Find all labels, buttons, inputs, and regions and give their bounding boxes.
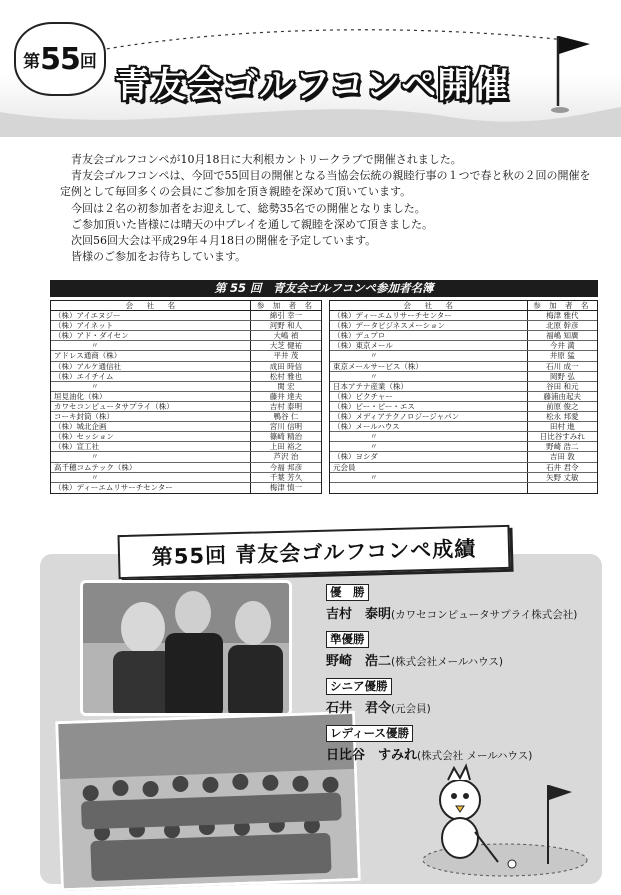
intro-line: 皆様のご参加をお待ちしています。: [71, 250, 247, 264]
roster-company: （株）デュプロ: [330, 331, 528, 340]
roster-row: [330, 412, 597, 422]
roster-participant: 大芝 健祐: [269, 341, 303, 351]
edition-badge: [14, 22, 106, 96]
roster-row: [330, 382, 597, 392]
roster-row: [51, 311, 321, 321]
award-label: 優 勝: [326, 584, 369, 601]
badge-suffix: 回: [79, 51, 97, 72]
roster-company: （株）ピクチャー: [330, 392, 528, 401]
winner-name: [326, 650, 588, 669]
roster-participant: 梅津 慎一: [269, 482, 303, 492]
roster-company: 〃: [330, 473, 528, 482]
roster-participant: 今井 満: [549, 341, 575, 351]
mascot-golfer-icon: [420, 760, 590, 878]
roster-row: [51, 321, 321, 331]
badge-prefix: 第: [23, 51, 41, 72]
roster-company: 〃: [330, 372, 528, 381]
roster-participant: 吉村 泰明: [269, 401, 303, 411]
col-company-header: 会 社 名: [330, 301, 528, 310]
roster-row: [51, 402, 321, 412]
roster-participant: 河野 和人: [269, 321, 303, 331]
winner-name: [326, 603, 588, 622]
roster-row: [51, 351, 321, 361]
winners-photo-illustration: [83, 583, 292, 716]
roster-company: （株）ヨシダ: [330, 452, 528, 461]
roster-row: [51, 473, 321, 483]
roster-company: 東京メールサービス（株）: [330, 362, 528, 371]
col-name-header: 参 加 者 名: [533, 301, 592, 310]
roster-company: （株）セッション: [51, 432, 251, 441]
roster-company: 〃: [51, 452, 251, 461]
roster-company: 日本アテナ産業（株）: [330, 382, 528, 391]
winner-name: [326, 697, 588, 716]
roster-participant: 福嶋 知廣: [546, 331, 579, 341]
roster-participant: 井原 猛: [549, 351, 575, 361]
roster-participant: 田村 進: [549, 422, 575, 432]
roster-table-left: [50, 300, 322, 494]
roster-company: 垣見油化（株）: [51, 392, 251, 401]
winner-entry: [326, 584, 588, 622]
roster-row: [330, 362, 597, 372]
roster-row: [51, 463, 321, 473]
roster-company: （株）メディアテクノロジージャパン: [330, 412, 528, 421]
roster-participant: 石川 成一: [546, 361, 579, 371]
col-company-header: 会 社 名: [51, 301, 251, 310]
roster-row: [51, 382, 321, 392]
intro-line: 今回は２名の初参加者をお迎えして、総勢35名での開催となりました。: [71, 201, 426, 215]
roster-company: 〃: [330, 442, 528, 451]
award-label: 準優勝: [326, 631, 369, 648]
roster-participant: 上田 裕之: [269, 442, 303, 452]
roster-row: [330, 432, 597, 442]
intro-line: 次回56回大会は平成29年４月18日の開催を予定しています。: [71, 234, 377, 248]
roster-row: [330, 372, 597, 382]
roster-participant: 今福 邦彦: [269, 462, 303, 472]
roster-participant: 松村 雅也: [269, 371, 303, 381]
roster-company: 〃: [330, 351, 528, 360]
roster-company: コーキ封筒（株）: [51, 412, 251, 421]
roster-row: [330, 351, 597, 361]
roster-row: [51, 442, 321, 452]
roster-row: [51, 422, 321, 432]
roster-row: [330, 311, 597, 321]
roster-participant: 北原 幹彦: [546, 321, 579, 331]
roster-participant: 篠崎 精治: [269, 432, 303, 442]
roster-row: [51, 362, 321, 372]
winner-org: (株式会社メールハウス): [391, 656, 503, 668]
roster-row: [330, 442, 597, 452]
roster-row: [330, 341, 597, 351]
roster-row: [51, 432, 321, 442]
roster-row: [51, 412, 321, 422]
winners-photo: [80, 580, 292, 716]
roster-company: 元会員: [330, 463, 528, 472]
roster-company: 〃: [51, 473, 251, 482]
roster-row: [51, 372, 321, 382]
roster-participant: 鴨谷 仁: [273, 412, 299, 422]
roster-row: [51, 452, 321, 462]
group-photo: [55, 711, 361, 891]
roster-participant: 梅津 雅代: [546, 311, 579, 321]
roster-row: [51, 483, 321, 493]
badge-number: 55: [40, 41, 80, 77]
winner-entry: [326, 678, 588, 716]
roster-table-right: [329, 300, 598, 494]
roster-participant: 綿引 幸一: [269, 311, 303, 321]
winner-org: (株式会社 メールハウス): [417, 750, 533, 762]
winner-person: 野崎 浩二: [326, 654, 392, 669]
winner-entry: [326, 725, 588, 763]
roster-company: （株）東京メール: [330, 341, 528, 350]
roster-company: （株）アド・ダイセン: [51, 331, 251, 340]
roster-participant: 藤井 達夫: [269, 391, 303, 401]
roster-row: [51, 392, 321, 402]
roster-participant: 日比谷すみれ: [539, 432, 585, 442]
roster-company: （株）エイチイム: [51, 372, 251, 381]
roster-participant: 宮川 信明: [269, 422, 303, 432]
roster-participant: 石井 君令: [546, 462, 579, 472]
roster-company: 〃: [51, 341, 251, 350]
roster-row: [330, 402, 597, 412]
intro-text: [60, 152, 600, 265]
winner-entry: [326, 631, 588, 669]
roster-company: （株）メールハウス: [330, 422, 528, 431]
roster-row: [330, 422, 597, 432]
roster-company: （株）ディーエムリサーチセンター: [51, 483, 251, 493]
roster-company: （株）アイネット: [51, 321, 251, 330]
roster-participant: 成田 時信: [269, 361, 303, 371]
roster-company: （株）城北企画: [51, 422, 251, 431]
roster-company: 高千穂コムテック（株）: [51, 463, 251, 472]
roster-participant: 平井 茂: [273, 351, 299, 361]
winners-list: [326, 584, 588, 772]
award-label: シニア優勝: [326, 678, 392, 695]
roster-company: アドレス通商（株）: [51, 351, 251, 360]
roster-company: 〃: [51, 382, 251, 391]
roster-company: （株）データビジネスメーション: [330, 321, 528, 330]
golf-flag-icon: [548, 26, 596, 118]
roster-participant: [528, 483, 597, 493]
roster-company: （株）アイエヌジー: [51, 311, 251, 320]
winner-org: (元会員): [391, 703, 431, 715]
roster-row: [330, 331, 597, 341]
award-label: レディース優勝: [326, 725, 413, 742]
roster-participant: 大嶋 禎: [273, 331, 299, 341]
roster-company: （株）宣工社: [51, 442, 251, 451]
group-photo-illustration: [58, 714, 361, 891]
roster-title: 第 55 回 青友会ゴルフコンペ参加者名簿: [50, 280, 598, 297]
roster-participant: 関 宏: [277, 381, 295, 391]
roster-row: [330, 473, 597, 483]
roster-row: [330, 463, 597, 473]
roster-participant: 矢野 丈敏: [546, 472, 579, 482]
roster-company: （株）アルケ通信社: [51, 362, 251, 371]
roster-participant: 吉田 敦: [549, 452, 575, 462]
winner-person: 吉村 泰明: [326, 607, 392, 622]
winner-person: 日比谷 すみれ: [326, 748, 418, 763]
roster-company: （株）ディーエムリサーチセンター: [330, 311, 528, 320]
roster-header-row: [330, 301, 597, 311]
roster-company: カワセコンピュータサプライ（株）: [51, 402, 251, 411]
roster-participant: 松永 邦愛: [546, 412, 579, 422]
roster-company: [330, 483, 528, 493]
winner-org: (カワセコンピュータサプライ株式会社): [391, 609, 578, 621]
intro-line: 青友会ゴルフコンペは、今回で55回目の開催となる当協会伝統の親睦行事の１つで春と秋の２回の開催を定例として毎回多くの会員にご参加を頂き親睦を深めて頂いています。: [60, 169, 591, 199]
roster-participant: 野崎 浩二: [546, 442, 579, 452]
roster-row: [51, 341, 321, 351]
roster-row: [51, 331, 321, 341]
roster-participant: 岡野 弘: [549, 371, 575, 381]
col-name-header: 参 加 者 名: [256, 301, 315, 310]
roster-participant: 千葉 芳久: [269, 472, 303, 482]
dotted-arc: [95, 20, 575, 60]
intro-line: 青友会ゴルフコンペが10月18日に大利根カントリークラブで開催されました。: [71, 153, 462, 166]
roster-row: [330, 392, 597, 402]
results-title: 第55回 青友会ゴルフコンペ成績: [151, 536, 477, 570]
page-header: [0, 0, 621, 135]
roster-row: [330, 321, 597, 331]
roster-company: （株）ピー・ピー・エス: [330, 402, 528, 411]
roster-participant: 藤浦由起夫: [543, 391, 582, 401]
winner-person: 石井 君令: [326, 701, 392, 716]
roster-row: [330, 452, 597, 462]
roster-participant: 谷田 和元: [546, 381, 579, 391]
roster-row: [330, 483, 597, 493]
roster-participant: 芦沢 治: [273, 452, 299, 462]
roster-company: 〃: [330, 432, 528, 441]
roster-header-row: [51, 301, 321, 311]
page-title: 青友会ゴルフコンペ開催: [115, 66, 510, 106]
intro-line: ご参加頂いた皆様には晴天の中プレイを通して親睦を深めて頂きました。: [71, 217, 434, 231]
roster-participant: 前原 俊之: [546, 401, 579, 411]
